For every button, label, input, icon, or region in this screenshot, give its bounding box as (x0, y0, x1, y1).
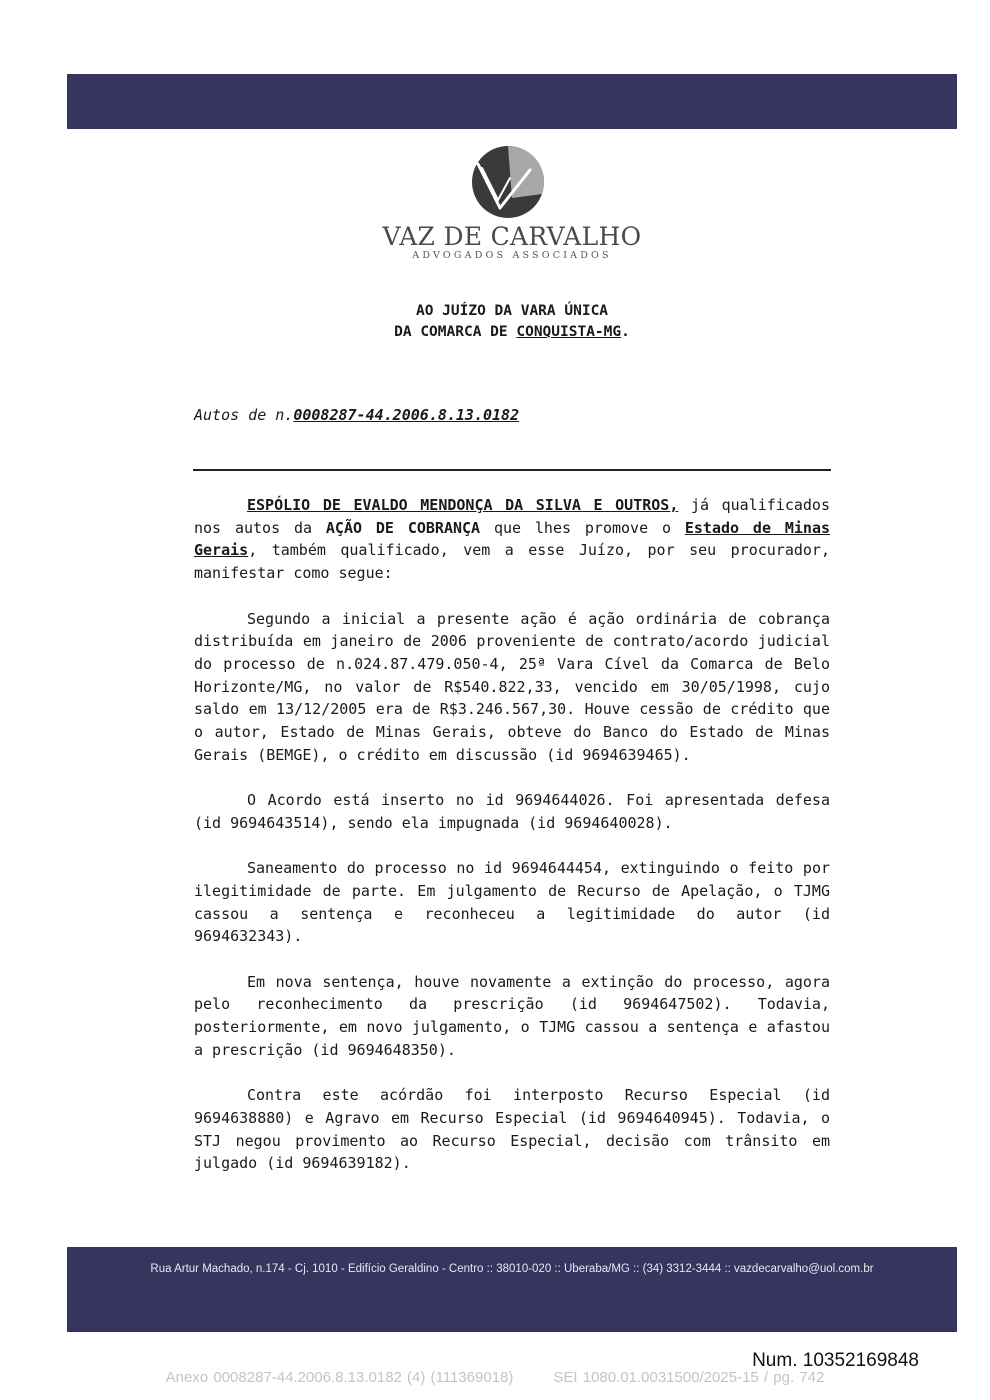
intro-text-2: que lhes promove o (480, 518, 685, 537)
addressee-suffix: . (621, 324, 630, 340)
annex-reference: Anexo 0008287-44.2006.8.13.0182 (4) (111369018) (165, 1369, 514, 1386)
divider (193, 469, 831, 471)
intro-text-3: , também qualificado, vem a esse Juízo, por seu procurador, manifestar como segue: (194, 541, 830, 583)
case-number-line (194, 406, 519, 424)
paragraph: Em nova sentença, houve novamente a extinção do processo, agora pelo reconhecimento da prescrição (id 9694647502). Todavia, posteriormente, em novo julgamento, o TJMG cassou a sentença e afastou a prescrição (id 9694648350). (194, 972, 830, 1059)
annex-stamp (0, 1369, 990, 1386)
parties-name: ESPÓLIO DE EVALDO MENDONÇA DA SILVA E OUTROS, (247, 496, 679, 514)
addressee-prefix: DA COMARCA DE (394, 324, 517, 340)
intro-text-1: já qualificados nos autos da (194, 496, 830, 537)
paragraph: Saneamento do processo no id 9694644454, extinguindo o feito por ilegitimidade de parte. Em julgamento de Recurso de Apelação, o TJMG cassou a sentença e reconheceu a legitimidade do autor (id 9694632343). (194, 859, 830, 946)
logo-emblem-icon (468, 142, 548, 222)
paragraph: Segundo a inicial a presente ação é ação ordinária de cobrança distribuída em janeiro de 2006 proveniente de contrato/acordo judicial do processo de n.024.87.479.050-4, 25ª Vara Cível da Comarca de Belo Horizonte/MG, no valor de R$540.822,33, vencido em 30/05/1998, cujo saldo em 13/12/2005 era de R$3.246.567,30. Houve cessão de crédito que o autor, Estado de Minas Gerais, obteve do Banco do Estado de Minas Gerais (BEMGE), o crédito em discussão (id 9694639465). (194, 609, 830, 764)
footer-band (67, 1247, 957, 1332)
sei-reference: SEI 1080.01.0031500/2025-15 / pg. 742 (553, 1369, 825, 1386)
addressee-district: CONQUISTA-MG (516, 324, 622, 340)
paragraph: Contra este acórdão foi interposto Recurso Especial (id 9694638880) e Agravo em Recurso Especial (id 9694640945). Todavia, o STJ negou provimento ao Recurso Especial, decisão com trânsito em julgado (id 9694639182). (194, 1086, 830, 1173)
logo-subtitle: ADVOGADOS ASSOCIADOS (412, 250, 612, 261)
logo-name: VAZ DE CARVALHO (382, 222, 642, 251)
case-label: Autos de n. (194, 406, 294, 424)
intro-paragraph (194, 494, 830, 585)
firm-logo (380, 142, 644, 272)
addressee-line-1: AO JUÍZO DA VARA ÚNICA (415, 303, 609, 319)
document-number-stamp: Num. 10352169848 (752, 1350, 919, 1371)
addressee-line-2 (0, 322, 990, 343)
case-number: 0008287-44.2006.8.13.0182 (293, 406, 520, 424)
footer-address: Rua Artur Machado, n.174 - Cj. 1010 - Edifício Geraldino - Centro :: 38010-020 :: Uberaba/MG :: (34) 3312-3444 :: vazdecarvalho@uol.com.br (150, 1263, 874, 1275)
paragraph: O Acordo está inserto no id 9694644026. Foi apresentada defesa (id 9694643514), sendo ela impugnada (id 9694640028). (194, 791, 830, 832)
header-band (67, 74, 957, 129)
plaintiff-name: Estado de Minas Gerais (194, 518, 831, 560)
action-type: AÇÃO DE COBRANÇA (325, 518, 481, 537)
document-body (194, 494, 830, 1198)
